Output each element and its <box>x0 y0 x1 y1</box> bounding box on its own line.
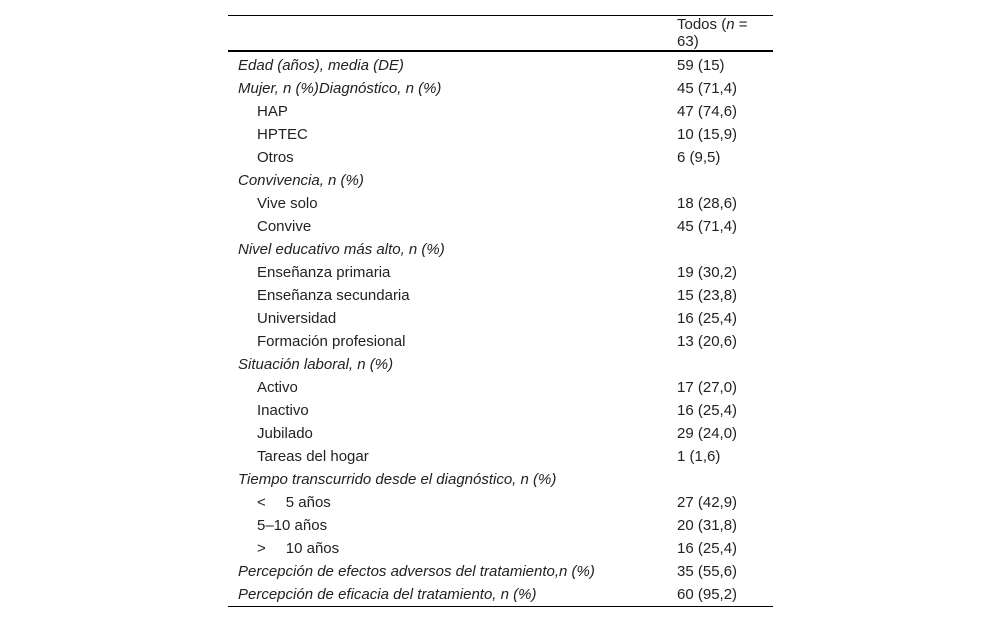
table-row <box>228 399 773 422</box>
row-value: 35 (55,6) <box>677 563 738 580</box>
header-todos-eq: = <box>734 16 748 33</box>
row-label: Convive <box>257 218 312 235</box>
table-row <box>228 77 773 100</box>
row-label: Vive solo <box>257 195 318 212</box>
table-row <box>228 330 773 353</box>
row-value: 16 (25,4) <box>677 540 738 557</box>
header-todos <box>677 16 773 51</box>
row-value: 16 (25,4) <box>677 402 738 419</box>
table-row <box>228 261 773 284</box>
row-value: 45 (71,4) <box>677 80 738 97</box>
table-body <box>228 51 773 606</box>
row-label: Mujer, n (%)Diagnóstico, n (%) <box>238 80 442 97</box>
row-value: 1 (1,6) <box>677 448 721 465</box>
table-row <box>228 307 773 330</box>
row-value: 20 (31,8) <box>677 517 738 534</box>
row-label: Enseñanza secundaria <box>257 287 410 304</box>
row-value: 27 (42,9) <box>677 494 738 511</box>
table-row <box>228 353 773 376</box>
table-row <box>228 284 773 307</box>
row-label: Universidad <box>257 310 337 327</box>
demographics-table <box>228 16 773 606</box>
row-label: Tareas del hogar <box>257 448 369 465</box>
row-label-text: 5 años <box>285 494 331 511</box>
row-value: 29 (24,0) <box>677 425 738 442</box>
table-row <box>228 537 773 560</box>
header-todos-n: n <box>726 16 735 33</box>
row-label: Percepción de eficacia del tratamiento, n (%) <box>238 586 537 603</box>
table-row <box>228 215 773 238</box>
less-than-symbol: < <box>257 494 266 511</box>
row-value: 17 (27,0) <box>677 379 738 396</box>
greater-than-symbol: > <box>257 540 266 557</box>
table-header <box>228 16 773 51</box>
row-value: 19 (30,2) <box>677 264 738 281</box>
row-value: 60 (95,2) <box>677 586 738 603</box>
row-value: 13 (20,6) <box>677 333 738 350</box>
row-label: Percepción de efectos adversos del tratamiento,n (%) <box>238 563 595 580</box>
table-row <box>228 192 773 215</box>
row-label: HPTEC <box>257 126 308 143</box>
header-todos-prefix: Todos ( <box>677 16 727 33</box>
row-value: 6 (9,5) <box>677 149 721 166</box>
row-value: 15 (23,8) <box>677 287 738 304</box>
table-row <box>228 169 773 192</box>
row-label: Nivel educativo más alto, n (%) <box>238 241 445 258</box>
row-label <box>228 537 677 560</box>
row-label: Convivencia, n (%) <box>238 172 364 189</box>
row-label: HAP <box>257 103 288 120</box>
table-row <box>228 100 773 123</box>
row-label: Inactivo <box>257 402 309 419</box>
table-row <box>228 445 773 468</box>
row-value: 18 (28,6) <box>677 195 738 212</box>
header-todos-count: 63 <box>677 33 694 50</box>
table-row <box>228 468 773 491</box>
row-value: 10 (15,9) <box>677 126 738 143</box>
table-row <box>228 146 773 169</box>
table-row <box>228 583 773 606</box>
row-label-text: 10 años <box>285 540 340 557</box>
table-row <box>228 51 773 77</box>
table-row <box>228 376 773 399</box>
row-label <box>228 491 677 514</box>
row-label: Activo <box>257 379 298 396</box>
table-row <box>228 560 773 583</box>
row-value <box>677 353 773 376</box>
row-label: Jubilado <box>257 425 313 442</box>
row-label: Tiempo transcurrido desde el diagnóstico, n (%) <box>238 471 557 488</box>
header-todos-suffix: ) <box>693 33 699 50</box>
row-label: Situación laboral, n (%) <box>238 356 394 373</box>
row-label: Enseñanza primaria <box>257 264 391 281</box>
row-label: 5–10 años <box>257 517 328 534</box>
table-row <box>228 238 773 261</box>
row-value: 47 (74,6) <box>677 103 738 120</box>
header-variable <box>228 16 677 51</box>
row-value <box>677 238 773 261</box>
table-row <box>228 491 773 514</box>
table-row <box>228 123 773 146</box>
table-row <box>228 514 773 537</box>
row-label: Formación profesional <box>257 333 406 350</box>
row-value: 59 (15) <box>677 57 725 74</box>
row-label: Edad (años), media (DE) <box>238 57 404 74</box>
table-row <box>228 422 773 445</box>
row-value <box>677 169 773 192</box>
row-value: 45 (71,4) <box>677 218 738 235</box>
row-value <box>677 468 773 491</box>
demographics-table-container <box>228 15 773 607</box>
row-label: Otros <box>257 149 294 166</box>
row-value: 16 (25,4) <box>677 310 738 327</box>
header-row <box>228 16 773 51</box>
